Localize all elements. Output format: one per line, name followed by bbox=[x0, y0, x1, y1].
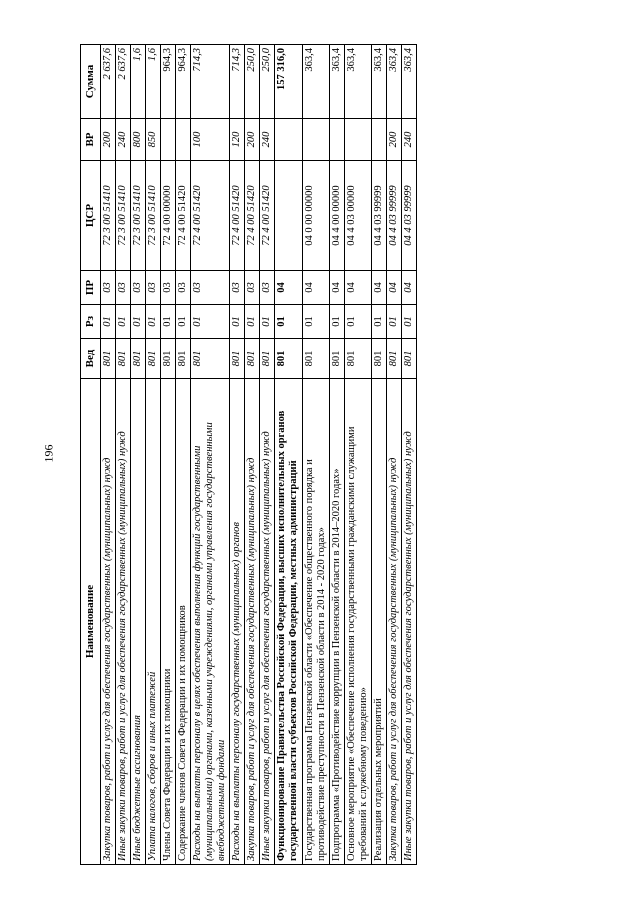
cell-csr: 04 4 03 99999 bbox=[371, 161, 386, 271]
page-number: 196 bbox=[41, 444, 56, 463]
header-rz: Рз bbox=[81, 305, 101, 339]
table-row bbox=[160, 45, 175, 865]
cell-rz: 01 bbox=[175, 305, 190, 339]
cell-ved: 801 bbox=[260, 339, 275, 379]
cell-ved: 801 bbox=[275, 339, 302, 379]
cell-pr: 03 bbox=[245, 271, 260, 305]
cell-csr: 72 3 00 51410 bbox=[100, 161, 115, 271]
cell-sum: 2 637,6 bbox=[100, 45, 115, 119]
cell-pr: 04 bbox=[302, 271, 329, 305]
cell-name: Основное мероприятие «Обеспечение исполнения государственными гражданскими служащими требований к служебному поведению» bbox=[344, 379, 371, 865]
cell-pr: 04 bbox=[386, 271, 401, 305]
rotated-table-container bbox=[80, 45, 620, 865]
cell-ved: 801 bbox=[245, 339, 260, 379]
cell-vr bbox=[371, 119, 386, 161]
cell-name: Члены Совета Федерации и их помощники bbox=[160, 379, 175, 865]
cell-pr: 04 bbox=[329, 271, 344, 305]
cell-ved: 801 bbox=[401, 339, 416, 379]
cell-vr bbox=[175, 119, 190, 161]
cell-vr bbox=[344, 119, 371, 161]
table-row bbox=[145, 45, 160, 865]
cell-pr: 04 bbox=[344, 271, 371, 305]
cell-csr: 72 4 00 51420 bbox=[260, 161, 275, 271]
cell-vr: 240 bbox=[401, 119, 416, 161]
cell-csr: 04 4 00 00000 bbox=[329, 161, 344, 271]
cell-pr: 03 bbox=[115, 271, 130, 305]
cell-rz: 01 bbox=[344, 305, 371, 339]
cell-csr: 04 4 03 99999 bbox=[386, 161, 401, 271]
cell-sum: 363,4 bbox=[371, 45, 386, 119]
cell-name: Подпрограмма «Противодействие коррупции в Пензенской области в 2014–2020 годах» bbox=[329, 379, 344, 865]
cell-rz: 01 bbox=[260, 305, 275, 339]
cell-sum: 363,4 bbox=[302, 45, 329, 119]
cell-name: Иные закупки товаров, работ и услуг для обеспечения государственных (муниципальных) нужд bbox=[115, 379, 130, 865]
cell-rz: 01 bbox=[100, 305, 115, 339]
cell-ved: 801 bbox=[160, 339, 175, 379]
cell-pr: 04 bbox=[275, 271, 302, 305]
cell-sum: 1,6 bbox=[130, 45, 145, 119]
cell-ved: 801 bbox=[115, 339, 130, 379]
budget-table-wrapper bbox=[80, 45, 620, 865]
cell-ved: 801 bbox=[386, 339, 401, 379]
table-row bbox=[302, 45, 329, 865]
cell-name: Иные бюджетные ассигнования bbox=[130, 379, 145, 865]
cell-ved: 801 bbox=[175, 339, 190, 379]
cell-vr bbox=[329, 119, 344, 161]
cell-sum: 363,4 bbox=[386, 45, 401, 119]
table-row bbox=[344, 45, 371, 865]
cell-rz: 01 bbox=[115, 305, 130, 339]
table-row bbox=[230, 45, 245, 865]
cell-sum: 714,3 bbox=[191, 45, 230, 119]
cell-vr bbox=[302, 119, 329, 161]
header-ved: Вед bbox=[81, 339, 101, 379]
cell-vr: 800 bbox=[130, 119, 145, 161]
cell-sum: 363,4 bbox=[344, 45, 371, 119]
cell-ved: 801 bbox=[130, 339, 145, 379]
cell-pr: 03 bbox=[260, 271, 275, 305]
cell-pr: 03 bbox=[230, 271, 245, 305]
cell-csr: 72 3 00 51410 bbox=[145, 161, 160, 271]
table-row bbox=[386, 45, 401, 865]
header-vr: ВР bbox=[81, 119, 101, 161]
table-row bbox=[329, 45, 344, 865]
table-row bbox=[115, 45, 130, 865]
cell-rz: 01 bbox=[160, 305, 175, 339]
cell-pr: 04 bbox=[401, 271, 416, 305]
cell-pr: 03 bbox=[100, 271, 115, 305]
budget-table bbox=[80, 44, 417, 865]
cell-name: Иные закупки товаров, работ и услуг для обеспечения государственных (муниципальных) нужд bbox=[260, 379, 275, 865]
cell-name: Закупка товаров, работ и услуг для обеспечения государственных (муниципальных) нужд bbox=[245, 379, 260, 865]
table-row bbox=[401, 45, 416, 865]
table-body bbox=[100, 45, 416, 865]
cell-csr: 04 4 03 99999 bbox=[401, 161, 416, 271]
table-header bbox=[81, 45, 101, 865]
cell-pr: 03 bbox=[145, 271, 160, 305]
cell-name: Функционирование Правительства Российской Федерации, высших исполнительных органов государственной власти субъектов Российской Федерации, местных администраций bbox=[275, 379, 302, 865]
cell-vr bbox=[160, 119, 175, 161]
cell-rz: 01 bbox=[191, 305, 230, 339]
cell-name: Закупка товаров, работ и услуг для обеспечения государственных (муниципальных) нужд bbox=[100, 379, 115, 865]
cell-ved: 801 bbox=[230, 339, 245, 379]
cell-csr: 72 4 00 51420 bbox=[191, 161, 230, 271]
cell-pr: 04 bbox=[371, 271, 386, 305]
cell-sum: 964,3 bbox=[160, 45, 175, 119]
header-row bbox=[81, 45, 101, 865]
cell-vr: 200 bbox=[100, 119, 115, 161]
cell-vr bbox=[275, 119, 302, 161]
cell-ved: 801 bbox=[100, 339, 115, 379]
cell-vr: 240 bbox=[260, 119, 275, 161]
cell-sum: 363,4 bbox=[329, 45, 344, 119]
cell-sum: 363,4 bbox=[401, 45, 416, 119]
cell-vr: 200 bbox=[245, 119, 260, 161]
table-row bbox=[245, 45, 260, 865]
cell-csr: 04 4 03 00000 bbox=[344, 161, 371, 271]
cell-pr: 03 bbox=[130, 271, 145, 305]
cell-sum: 2 637,6 bbox=[115, 45, 130, 119]
cell-vr: 240 bbox=[115, 119, 130, 161]
cell-sum: 250,0 bbox=[245, 45, 260, 119]
cell-csr: 72 3 00 51410 bbox=[130, 161, 145, 271]
cell-rz: 01 bbox=[371, 305, 386, 339]
header-csr: ЦСР bbox=[81, 161, 101, 271]
header-name: Наименование bbox=[81, 379, 101, 865]
table-row bbox=[175, 45, 190, 865]
cell-rz: 01 bbox=[230, 305, 245, 339]
cell-ved: 801 bbox=[145, 339, 160, 379]
cell-name: Расходы на выплаты персоналу в целях обеспечения выполнения функций государственными (муниципальными) органами, казенными учреждениями, органами управления государственными внебюджетными фондами bbox=[191, 379, 230, 865]
cell-ved: 801 bbox=[191, 339, 230, 379]
cell-pr: 03 bbox=[191, 271, 230, 305]
cell-name: Закупка товаров, работ и услуг для обеспечения государственных (муниципальных) нужд bbox=[386, 379, 401, 865]
table-row bbox=[275, 45, 302, 865]
cell-vr: 100 bbox=[191, 119, 230, 161]
cell-rz: 01 bbox=[245, 305, 260, 339]
cell-csr bbox=[275, 161, 302, 271]
cell-ved: 801 bbox=[329, 339, 344, 379]
cell-name: Уплата налогов, сборов и иных платежей bbox=[145, 379, 160, 865]
cell-rz: 01 bbox=[130, 305, 145, 339]
cell-rz: 01 bbox=[275, 305, 302, 339]
cell-csr: 04 0 00 00000 bbox=[302, 161, 329, 271]
cell-name: Реализация отдельных мероприятий bbox=[371, 379, 386, 865]
cell-csr: 72 4 00 51420 bbox=[230, 161, 245, 271]
cell-sum: 964,3 bbox=[175, 45, 190, 119]
cell-sum: 714,3 bbox=[230, 45, 245, 119]
cell-sum: 157 316,0 bbox=[275, 45, 302, 119]
cell-rz: 01 bbox=[145, 305, 160, 339]
cell-sum: 250,0 bbox=[260, 45, 275, 119]
cell-vr: 120 bbox=[230, 119, 245, 161]
cell-vr: 200 bbox=[386, 119, 401, 161]
header-pr: ПР bbox=[81, 271, 101, 305]
cell-name: Иные закупки товаров, работ и услуг для обеспечения государственных (муниципальных) нужд bbox=[401, 379, 416, 865]
table-row bbox=[130, 45, 145, 865]
header-sum: Сумма bbox=[81, 45, 101, 119]
cell-csr: 72 4 00 51420 bbox=[245, 161, 260, 271]
cell-pr: 03 bbox=[175, 271, 190, 305]
cell-sum: 1,6 bbox=[145, 45, 160, 119]
cell-ved: 801 bbox=[344, 339, 371, 379]
cell-ved: 801 bbox=[371, 339, 386, 379]
table-row bbox=[100, 45, 115, 865]
cell-rz: 01 bbox=[329, 305, 344, 339]
cell-name: Расходы на выплаты персоналу государственных (муниципальных) органов bbox=[230, 379, 245, 865]
cell-rz: 01 bbox=[302, 305, 329, 339]
table-row bbox=[371, 45, 386, 865]
cell-csr: 72 4 00 00000 bbox=[160, 161, 175, 271]
cell-pr: 03 bbox=[160, 271, 175, 305]
cell-csr: 72 4 00 51420 bbox=[175, 161, 190, 271]
table-row bbox=[191, 45, 230, 865]
cell-name: Государственная программа Пензенской области «Обеспечение общественного порядка и противодействие преступности в Пензенской области в 2014 - 2020 годах» bbox=[302, 379, 329, 865]
cell-vr: 850 bbox=[145, 119, 160, 161]
table-row bbox=[260, 45, 275, 865]
cell-name: Содержание членов Совета Федерации и их помощников bbox=[175, 379, 190, 865]
cell-rz: 01 bbox=[401, 305, 416, 339]
cell-csr: 72 3 00 51410 bbox=[115, 161, 130, 271]
cell-rz: 01 bbox=[386, 305, 401, 339]
cell-ved: 801 bbox=[302, 339, 329, 379]
